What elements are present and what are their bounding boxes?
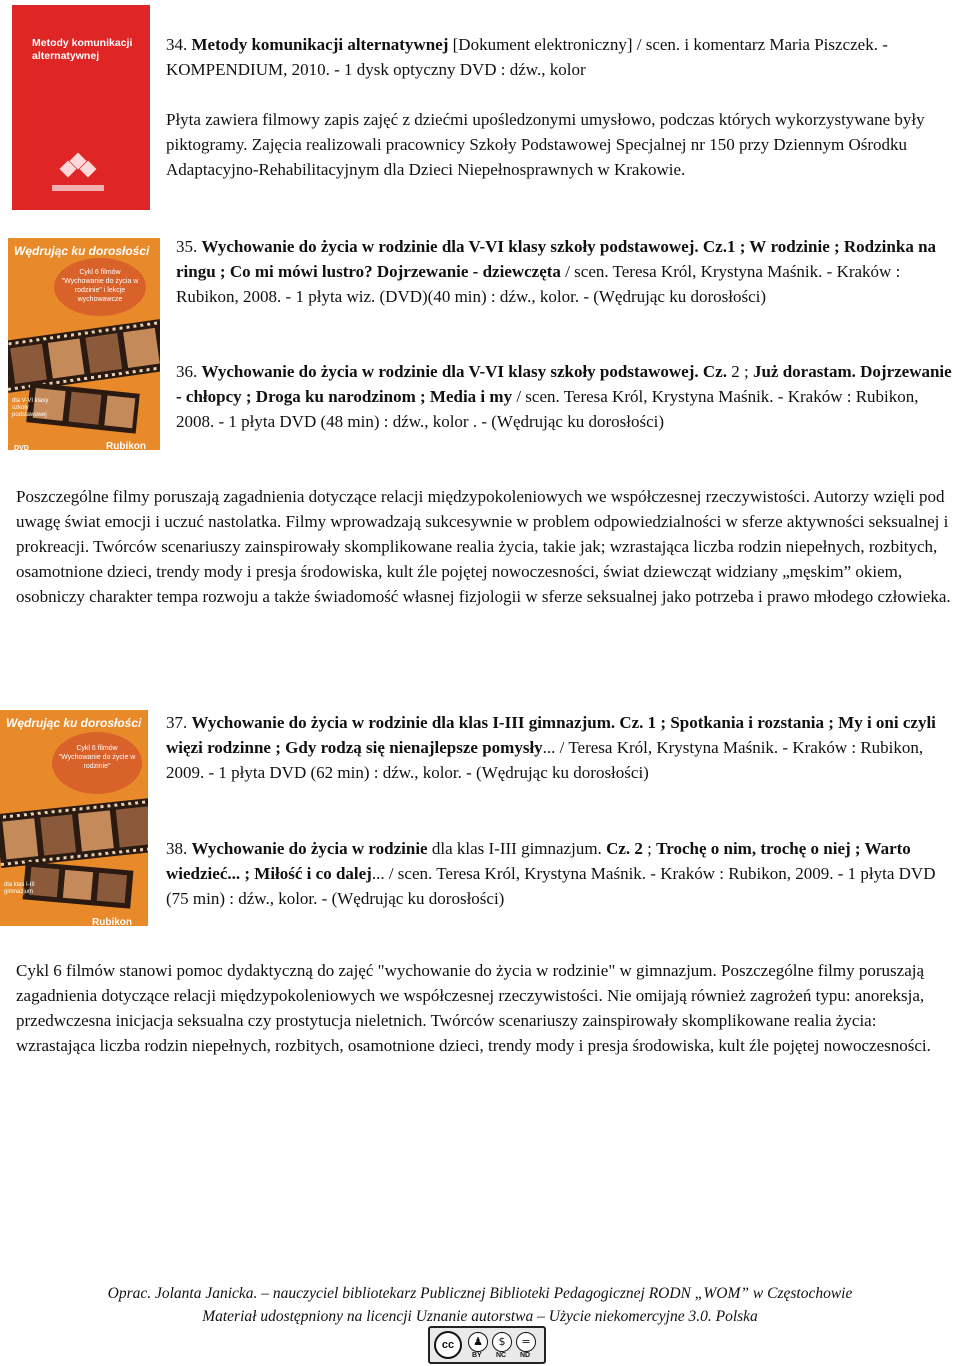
dvd-cover-v-vi (8, 238, 160, 450)
entry-37: 37. Wychowanie do życia w rodzinie dla klas I-III gimnazjum. Cz. 1 ; Spotkania i rozstania ; My i oni czyli więzi rodzinne ; Gdy rodzą się nienajlepsze pomysły... / Teresa Król, Krystyna Maśnik. - Kraków : Rubikon, 2009. - 1 płyta DVD (62 min) : dźw., kolor. - (Wędrując ku dorosłości) (166, 713, 936, 782)
footer-license: Materiał udostępniony na licencji Uznanie autorstwa – Użycie niekomercyjne 3.0. Polska (202, 1308, 758, 1325)
entry-38-title: Wychowanie do życia w rodzinie (191, 839, 428, 858)
cover-badge-text: Cykl 6 filmów "Wychowanie do życia w rodzinie" i lekcje wychowawcze (61, 269, 139, 303)
cover-grade: dla V-VI klasy szkoły podstawowej (12, 398, 49, 418)
film-strip (0, 798, 148, 868)
dvd-cover-gimnazjum (0, 710, 148, 926)
entry-35: 35. Wychowanie do życia w rodzinie dla V-VI klasy szkoły podstawowej. Cz.1 ; W rodzinie ; Rodzinka na ringu ; Co mi mówi lustro? Dojrzewanie - dziewczęta / scen. Teresa Król, Krystyna Maśnik. - Kraków : Rubikon, 2008. - 1 płyta wiz. (DVD)(40 min) : dźw., kolor. - (Wędrując ku dorosłości) (176, 237, 937, 306)
entry-34: 34. Metody komunikacji alternatywnej [Dokument elektroniczny] / scen. i komentarz Maria Piszczek. - KOMPENDIUM, 2010. - 1 dysk optyczny DVD : dźw., kolor (166, 35, 888, 79)
publisher-logo: Rubikon (106, 441, 146, 450)
entry-36-title: Wychowanie do życia w rodzinie dla V-VI klasy szkoły podstawowej. Cz. (201, 362, 727, 381)
entry-36: 36. Wychowanie do życia w rodzinie dla V-VI klasy szkoły podstawowej. Cz. 2 ; Już dorastam. Dojrzewanie - chłopcy ; Droga ku narodzinom ; Media i my / scen. Teresa Król, Krystyna Maśnik. - Kraków : Rubikon, 2008. - 1 płyta DVD (48 min) : dźw., kolor . - (Wędrując ku dorosłości) (176, 362, 952, 431)
cover-title: Metody komunikacji alternatywnej (32, 37, 133, 62)
description-paragraph-1: Poszczególne filmy poruszają zagadnienia dotyczące relacji międzypokoleniowych we współczesnej rzeczywistości. Autorzy wzięli pod uwagę świat emocji i uczuć nastolatka. Filmy wprowadzają sukcesywnie w problem odpowiedzialności w sferze aktywności seksualnej i prokreacji. Twórców scenariuszy zainspirowały skomplikowane realia życia, takie jak; wzrastająca liczba rodzin niepełnych, rozbitych, osamotnione dzieci, trendy mody i presja środowiska, kult źle pojętej nowoczesności, świat dziewcząt widziany „męskim” okiem, osobniczy charakter tempa rozwoju a także świadomość własnej fizjologii w sferze seksualnej jako potrzeba i prawo młodego człowieka. (16, 487, 951, 606)
noderivatives-icon: = (516, 1332, 536, 1352)
cover-grade: dla klas I-III gimnazjum (4, 882, 35, 895)
entry-34-description: Płyta zawiera filmowy zapis zajęć z dziećmi upośledzonymi umysłowo, podczas których wykorzystywane były piktogramy. Zajęcia realizowali pracownicy Szkoły Podstawowej Specjalnej nr 150 przy Dziennym Ośrodku Adaptacyjno-Rehabilitacyjnym dla Dzieci Niepełnosprawnych w Krakowie. (166, 110, 925, 179)
entry-34-title: Metody komunikacji alternatywnej (191, 35, 449, 54)
publisher-logo (60, 155, 96, 183)
cover-badge-text: Cykl 6 filmów "Wychowanie do życie w rodzinie" (58, 745, 136, 770)
entry-38: 38. Wychowanie do życia w rodzinie dla klas I-III gimnazjum. Cz. 2 ; Trochę o nim, trochę o niej ; Warto wiedzieć... ; Miłość i co dalej... / scen. Teresa Król, Krystyna Maśnik. - Kraków : Rubikon, 2009. - 1 płyta DVD (75 min) : dźw., kolor. - (Wędrując ku dorosłości) (166, 839, 936, 908)
entry-37-title: Wychowanie do życia w rodzinie dla klas I-III gimnazjum. Cz. 1 ; Spotkania i rozstania ; My i oni czyli więzi rodzinne ; Gdy rodzą się nienajlepsze pomysły (166, 713, 936, 757)
footer (0, 1282, 960, 1328)
entry-35-title: Wychowanie do życia w rodzinie dla V-VI klasy szkoły podstawowej. Cz. (201, 237, 727, 256)
creative-commons-badge[interactable]: cc ♟ $ = BY NC ND (428, 1326, 546, 1364)
cover-series-title: Wędrując ku dorosłości (14, 244, 150, 258)
cover-series-title: Wędrując ku dorosłości (6, 716, 142, 730)
attribution-icon: ♟ (468, 1332, 488, 1352)
dvd-logo: DVD (14, 445, 29, 450)
description-paragraph-2: Cykl 6 filmów stanowi pomoc dydaktyczną do zajęć "wychowanie do życia w rodzinie" w gimnazjum. Poszczególne filmy poruszają zagadnienia dotyczące relacji międzypokoleniowych we współczesnej rzeczywistości. Nie omijają również zagrożeń typu: anoreksja, przedwczesna inicjacja seksualna czy prostytucja nieletnich. Twórców scenariuszy zainspirowały skomplikowane realia życia: wzrastająca liczba rodzin niepełnych, rozbitych, osamotnione dzieci, trendy mody i presja środowiska, kult źle pojętej nowoczesności. (16, 961, 931, 1055)
publisher-logo: Rubikon (92, 917, 132, 926)
publisher-mark (52, 185, 104, 191)
cc-icon: cc (434, 1331, 462, 1359)
footer-author: Oprac. Jolanta Janicka. – nauczyciel bibliotekarz Publicznej Biblioteki Pedagogicznej RODN „WOM” w Częstochowie (107, 1285, 853, 1302)
book-cover-metody-komunikacji (12, 5, 150, 210)
noncommercial-icon: $ (492, 1332, 512, 1352)
